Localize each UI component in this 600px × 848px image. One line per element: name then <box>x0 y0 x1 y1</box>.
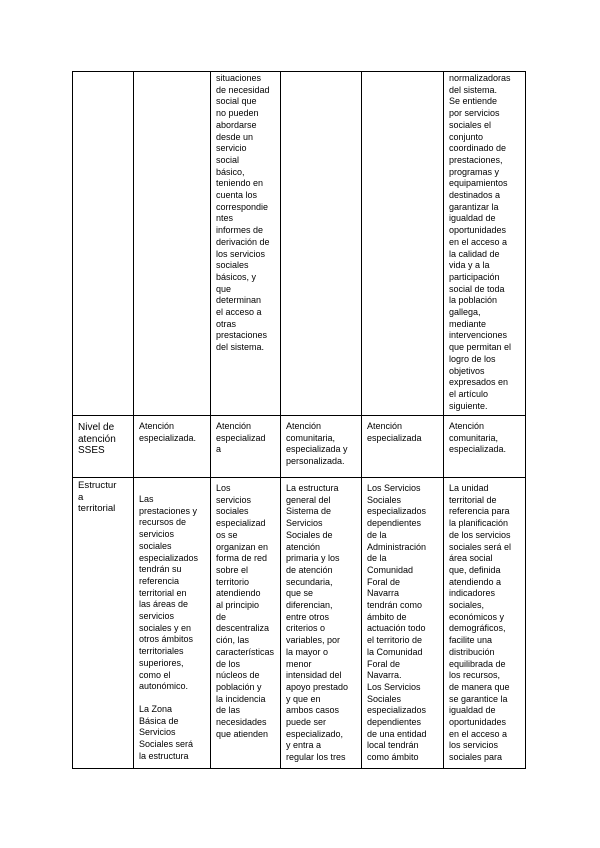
cell-line: las áreas de <box>139 599 189 610</box>
cell-line: de manera que <box>449 681 510 692</box>
cell-line: el territorio de <box>367 635 423 646</box>
cell-line: apoyo prestado <box>286 681 349 692</box>
cell-line: de la <box>367 553 387 564</box>
cell-line: Se entiende <box>449 96 498 107</box>
cell-line: igualdad de <box>449 213 496 224</box>
cell-line <box>139 483 206 494</box>
cell-line: la estructura <box>139 750 189 761</box>
cell-line: especializada. <box>139 432 197 443</box>
cell-line: dependientes <box>367 717 422 728</box>
cell-line: especializado, <box>286 728 344 739</box>
cell-line: especializada y <box>286 444 348 455</box>
cell-line: Atención <box>139 421 175 431</box>
cell-line: atendiendo <box>216 588 261 599</box>
cell-line: Sociales <box>367 494 402 505</box>
cell-1-2 <box>211 416 281 478</box>
cell-line: especializada. <box>449 444 507 455</box>
cell-line: por servicios <box>449 108 500 119</box>
cell-line: atención <box>286 541 321 552</box>
cell-line: de las <box>216 705 241 716</box>
cell-line: en el acceso a <box>449 728 508 739</box>
cell-line: que atienden <box>216 728 269 739</box>
cell-line: SSES <box>78 445 105 456</box>
cell-line: Atención <box>449 421 485 431</box>
cell-line: entre otros <box>286 611 330 622</box>
cell-line: superiores, <box>139 657 184 668</box>
cell-line: descentraliza <box>216 623 270 634</box>
cell-line: igualdad de <box>449 705 496 716</box>
cell-line: actuación todo <box>367 623 426 634</box>
cell-line: diferencian, <box>286 600 333 611</box>
cell-line: como el <box>139 669 171 680</box>
cell-line: sociales y en <box>139 622 192 633</box>
cell-line: los servicios <box>216 248 266 259</box>
cell-line: núcleos de <box>216 670 260 681</box>
cell-line <box>139 693 206 704</box>
cell-line: programas y <box>449 166 500 177</box>
cell-line: especializad <box>216 432 266 443</box>
cell-line: Los Servicios <box>367 681 421 692</box>
cell-line: Sociales de <box>286 529 333 540</box>
cell-line: de los <box>216 658 241 669</box>
cell-line: Nivel de <box>78 422 115 433</box>
cell-line: población y <box>216 681 262 692</box>
cell-line: equilibrada de <box>449 658 506 669</box>
cell-2-1 <box>134 478 211 769</box>
cell-line: territorio <box>216 576 250 587</box>
cell-line: intervenciones <box>449 330 508 341</box>
cell-line: Básica de <box>139 715 179 726</box>
cell-line: objetivos <box>449 365 485 376</box>
cell-0-1 <box>134 72 211 416</box>
cell-line: correspondie <box>216 201 269 212</box>
cell-line: ción, las <box>216 635 250 646</box>
cell-line: secundaria, <box>286 576 333 587</box>
cell-line: prestaciones <box>216 330 268 341</box>
cell-line: servicios <box>139 529 175 540</box>
cell-line: tendrán su <box>139 564 182 575</box>
cell-line: la calidad de <box>449 248 500 259</box>
cell-line: cuenta los <box>216 190 258 201</box>
cell-line: Estructur <box>78 480 117 491</box>
cell-line: indicadores <box>449 588 496 599</box>
table-row <box>73 416 526 478</box>
cell-line: social de toda <box>449 283 505 294</box>
cell-2-4 <box>362 478 444 769</box>
cell-1-0 <box>73 416 134 478</box>
cell-line: vida y a la <box>449 260 490 271</box>
cell-line: la planificación <box>449 518 509 529</box>
cell-0-3 <box>281 72 362 416</box>
cell-line: especializados <box>367 506 427 517</box>
cell-2-5 <box>444 478 526 769</box>
cell-line: demográficos, <box>449 623 506 634</box>
cell-line: de los servicios <box>449 529 511 540</box>
cell-line: básicos, y <box>216 271 257 282</box>
cell-line: garantizar la <box>449 201 499 212</box>
cell-0-5 <box>444 72 526 416</box>
cell-line: puede ser <box>286 717 327 728</box>
cell-line: territorial de <box>449 494 497 505</box>
cell-line: Servicios <box>139 727 176 738</box>
cell-line: comunitaria, <box>449 432 499 443</box>
cell-line: situaciones <box>216 73 262 83</box>
cell-line: del sistema. <box>449 84 498 95</box>
cell-line: regular los tres <box>286 752 346 763</box>
cell-line: el artículo <box>449 388 489 399</box>
cell-line: recursos de <box>139 517 187 528</box>
cell-line: básico, <box>216 166 245 177</box>
cell-line: Atención <box>216 421 252 431</box>
cell-line: servicios <box>216 494 252 505</box>
cell-line: expresados en <box>449 377 509 388</box>
cell-line: informes de <box>216 225 264 236</box>
cell-line: determinan <box>216 295 262 306</box>
cell-line: la incidencia <box>216 693 266 704</box>
cell-0-4 <box>362 72 444 416</box>
cell-line: Comunidad <box>367 564 414 575</box>
cell-2-2 <box>211 478 281 769</box>
cell-line: distribución <box>449 646 495 657</box>
cell-line: Servicios <box>286 518 323 529</box>
cell-line: la mayor o <box>286 646 329 657</box>
cell-line: autonómico. <box>139 681 189 692</box>
cell-line: la Comunidad <box>367 646 423 657</box>
cell-line: a <box>78 491 84 503</box>
cell-line: prestaciones y <box>139 505 198 516</box>
cell-line: otros ámbitos <box>139 634 194 645</box>
cell-line: personalizada. <box>286 456 345 467</box>
cell-line: intensidad del <box>286 670 342 681</box>
cell-line: oportunidades <box>449 717 507 728</box>
cell-line: tendrán como <box>367 600 423 611</box>
cell-line: Atención <box>286 421 322 431</box>
cell-line: sociales, <box>449 600 485 611</box>
cell-line: criterios o <box>286 623 326 634</box>
cell-line: ámbito de <box>367 611 407 622</box>
cell-line: teniendo en <box>216 178 264 189</box>
cell-line: general del <box>286 494 331 505</box>
cell-line: abordarse <box>216 119 257 130</box>
cell-line: variables, por <box>286 635 341 646</box>
cell-line: logro de los <box>449 353 496 364</box>
cell-line: que se <box>286 588 314 599</box>
table-row <box>73 478 526 769</box>
cell-line: se garantice la <box>449 693 508 704</box>
cell-line: otras <box>216 318 237 329</box>
cell-line: Atención <box>367 421 403 431</box>
cell-line: oportunidades <box>449 225 507 236</box>
cell-line: desde un <box>216 131 254 142</box>
cell-line: necesidades <box>216 717 267 728</box>
cell-line: especializad <box>216 518 266 529</box>
cell-0-2 <box>211 72 281 416</box>
cell-line: ambos casos <box>286 705 340 716</box>
cell-line: en el acceso a <box>449 236 508 247</box>
cell-line: Sociales será <box>139 739 194 750</box>
cell-line: dependientes <box>367 518 422 529</box>
cell-line: el acceso a <box>216 307 262 318</box>
cell-line: especializados <box>139 552 199 563</box>
cell-line: que, definida <box>449 564 501 575</box>
cell-line: atendiendo a <box>449 576 502 587</box>
cell-line: equipamientos <box>449 178 508 189</box>
cell-line: territorial en <box>139 587 187 598</box>
cell-line: Las <box>139 494 154 504</box>
cell-line: Administración <box>367 541 427 552</box>
table-row <box>73 72 526 416</box>
cell-line: y entra a <box>286 740 322 751</box>
cell-line: sociales <box>216 260 249 271</box>
cell-line: os se <box>216 529 238 540</box>
cell-line: referencia <box>139 575 180 586</box>
cell-line: sociales para <box>449 752 503 763</box>
comparison-table <box>72 71 526 769</box>
cell-line: local tendrán <box>367 740 419 751</box>
cell-line: sociales será el <box>449 541 512 552</box>
cell-line: de la <box>367 529 387 540</box>
cell-line: sociales el <box>449 119 492 130</box>
cell-line: social que <box>216 96 257 107</box>
cell-line: de una entidad <box>367 728 427 739</box>
cell-line: de necesidad <box>216 84 270 95</box>
cell-line: a <box>216 444 222 455</box>
cell-line: no pueden <box>216 108 259 119</box>
cell-line: características <box>216 646 275 657</box>
cell-line: servicio <box>216 143 247 154</box>
cell-line: especializada <box>367 432 422 443</box>
cell-line: facilite una <box>449 635 493 646</box>
cell-line: servicios <box>139 611 175 622</box>
cell-line: y que en <box>286 693 321 704</box>
cell-line: social <box>216 154 240 165</box>
cell-line: Foral de <box>367 576 401 587</box>
cell-line: los servicios <box>449 740 499 751</box>
cell-line: La estructura <box>286 483 339 493</box>
cell-0-0 <box>73 72 134 416</box>
cell-line: territorial <box>78 503 116 514</box>
cell-line: menor <box>286 658 312 669</box>
cell-line: Foral de <box>367 658 401 669</box>
cell-line: que <box>216 283 232 294</box>
cell-line: de <box>216 611 227 622</box>
cell-1-3 <box>281 416 362 478</box>
cell-line: siguiente. <box>449 400 488 411</box>
cell-line: área social <box>449 553 493 564</box>
cell-1-1 <box>134 416 211 478</box>
cell-line: conjunto <box>449 131 484 142</box>
cell-line: sociales <box>139 540 172 551</box>
cell-line: de atención <box>286 564 333 575</box>
cell-line: referencia para <box>449 506 510 517</box>
cell-line: al principio <box>216 600 260 611</box>
cell-line: derivación de <box>216 236 270 247</box>
cell-2-3 <box>281 478 362 769</box>
cell-line: Navarra. <box>367 670 402 681</box>
cell-line: forma de red <box>216 553 268 564</box>
cell-line: territoriales <box>139 646 184 657</box>
cell-line: participación <box>449 271 500 282</box>
cell-line: Los Servicios <box>367 483 421 493</box>
cell-line: ntes <box>216 213 234 224</box>
cell-line: Sistema de <box>286 506 332 517</box>
cell-line: del sistema. <box>216 342 265 353</box>
cell-line: Sociales <box>367 693 402 704</box>
cell-1-5 <box>444 416 526 478</box>
cell-line: primaria y los <box>286 553 340 564</box>
cell-line: económicos y <box>449 611 505 622</box>
cell-line: destinados a <box>449 190 501 201</box>
cell-line: Navarra <box>367 588 400 599</box>
cell-line: mediante <box>449 318 487 329</box>
cell-line: La unidad <box>449 483 489 493</box>
cell-line: La Zona <box>139 703 173 714</box>
cell-line: especializados <box>367 705 427 716</box>
cell-line: organizan en <box>216 541 269 552</box>
cell-line: atención <box>78 433 116 445</box>
cell-line: que permitan el <box>449 342 512 353</box>
cell-line: Los <box>216 483 231 493</box>
cell-line: prestaciones, <box>449 154 503 165</box>
cell-line: coordinado de <box>449 143 507 154</box>
cell-2-0 <box>73 478 134 769</box>
cell-line: sociales <box>216 506 249 517</box>
cell-line: sobre el <box>216 564 249 575</box>
cell-line: la población <box>449 295 498 306</box>
cell-line: normalizadoras <box>449 73 511 83</box>
cell-line: gallega, <box>449 307 481 318</box>
cell-line: comunitaria, <box>286 432 336 443</box>
cell-line: los recursos, <box>449 670 501 681</box>
cell-1-4 <box>362 416 444 478</box>
cell-line: como ámbito <box>367 752 419 763</box>
